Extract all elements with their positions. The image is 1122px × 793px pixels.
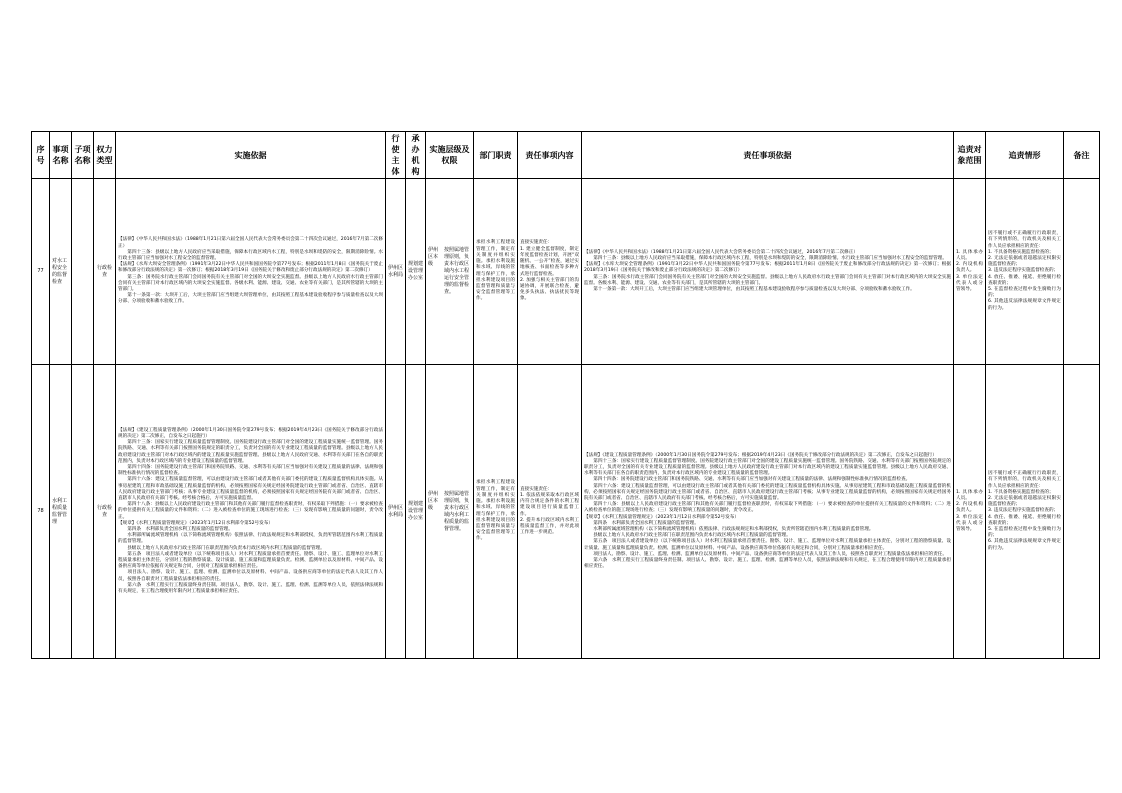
responsibility-table	[31, 131, 1100, 659]
col-header-basis: 实施依据	[116, 132, 386, 179]
cell-type: 行政检查	[94, 179, 116, 365]
level-text: 伊州区本级	[428, 490, 439, 511]
col-header-seq: 序号	[32, 132, 50, 179]
cell-seq: 77	[32, 179, 50, 365]
level-duty: 按照属地管理原则，负责本行政区域内水工程运行安全管理的监督检查。	[444, 247, 470, 295]
col-header-note: 备注	[1064, 132, 1100, 179]
cell-resp: 直接实施责任： 1. 建立健全监督制度，制定年度监督检查计划，开展“双随机、一公开”检查，通过实地核查、书面检查等多种方式进行监督检查。 2. 加强与相关主管部门的沟通协调，开展联合检查，避免多头执法、执法扰民等现象。	[518, 179, 582, 365]
col-header-name: 事项名称	[50, 132, 72, 179]
col-header-type: 权力类型	[94, 132, 116, 179]
cell-sub	[72, 365, 94, 659]
table-row	[32, 179, 1100, 365]
level-text: 伊州区本级	[428, 247, 439, 267]
cell-basis: 【法律】《中华人民共和国水法》（1988年1月21日第六届全国人民代表大会常务委员会第二十四次会议通过，2016年7月第二次修正） 第四十三条：县级以上地方人民政府应当采取措施，保障本行政区域内水工程，特别是水坝和堤防的安全，限期消除险情。水行政主管部门应当加强对水工程安全的监督管理。 【法规】《水库大坝安全管理条例》（1991年3月22日中华人民共和国国务院令第77号发布；根据2011年1月8日《国务院关于废止和修改部分行政法规的决定》第一次修订；根据2018年3月19日《国务院关于修改和废止部分行政法规的决定》第二次修订） 第三条：国务院水行政主管部门会同国务院有关主管部门对全国的大坝安全实施监督。县级以上地方人民政府水行政主管部门会同有关主管部门对本行政区域内的大坝安全实施监督。各级水利、能源、建设、交通、农业等有关部门，是其所管辖的大坝的主管部门。 第十一条第一款：大坝开工后，大坝主管部门应当组建大坝管理单位，由其按照工程基本建设验收程序参与质量检查以及大坝分部、分项验收和蓄水验收工作。	[116, 179, 386, 365]
col-header-resp: 责任事项内容	[518, 132, 582, 179]
document-sheet	[31, 131, 1099, 659]
cell-org: 规划建设管理办公室	[406, 365, 426, 659]
cell-sub	[72, 179, 94, 365]
cell-resp-basis: 【法规】《建设工程质量管理条例》（2000年1月30日国务院令第279号发布；根据2019年4月23日《国务院关于修改部分行政法规的决定》第二次修正，自发布之日起施行） 第四十三条：国家实行建设工程质量监督管理制度。国务院建设行政主管部门对全国的建设工程质量实施统一监督管理。国务院铁路、交通、水利等有关部门按照国务院规定的职责分工，负责对全国的有关专业建设工程质量的监督管理。县级以上地方人民政府建设行政主管部门对本行政区域内的建设工程质量实施监督管理。县级以上地方人民政府交通、水利等有关部门在各自的职责范围内，负责对本行政区域内的专业建设工程质量的监督管理。 第四十四条：国务院建设行政主管部门和国务院铁路、交通、水利等有关部门应当加强对有关建设工程质量的法律、法规和强制性标准执行情况的监督检查。 第四十六条：建设工程质量监督管理，可以由建设行政主管部门或者其他有关部门委托的建设工程质量监督机构具体实施。从事房屋建筑工程和市政基础设施工程质量监督的机构，必须按照国家有关规定经国务院建设行政主管部门或者省、自治区、直辖市人民政府建设行政主管部门考核；从事专业建设工程质量监督的机构，必须按照国家有关规定经国务院有关部门或者省、自治区、直辖市人民政府有关部门考核。经考核合格后，方可实施质量监督。 第四十八条：县级以上人民政府建设行政主管部门和其他有关部门履行监督检查职责时，有权采取下列措施：（一）要求被检查的单位提供有关工程质量的文件和资料；（二）进入被检查单位的施工现场进行检查；（三）发现有影响工程质量的问题时，责令改正。 【规章】《水利工程质量管理规定》（2023年1月12日水利部令第52号发布） 第四条 水利部负责全国水利工程质量的监督管理。 水利部所属流域管理机构（以下简称流域管理机构）依照法律、行政法规规定和水利部授权，负责所管辖范围内水利工程质量的监督管理。 县级以上地方人民政府水行政主管部门在职责范围内负责本行政区域内水利工程质量的监督管理。 第五条 项目法人或者建设单位（以下统称项目法人）对水利工程质量承担首要责任。勘察、设计、施工、监理单位对水利工程质量承担主体责任，分别对工程的勘察质量、设计质量、施工质量和监理质量负责。检测、监测单位以及原材料、中间产品、设备供应商等单位依据有关规定和合同，分别对工程质量承担相应责任。 项目法人、勘察、设计、施工、监理、检测、监测单位以及原材料、中间产品、设备供应商等单位的法定代表人及其工作人员，按照各自职责对工程质量依法承担相应的责任。 第六条 水利工程实行工程质量终身责任制。项目法人、勘察、设计、施工、监理、检测、监测等单位人员，依照法律法规和有关规定，在工程合理使用年限内对工程质量承担相应责任。	[582, 365, 954, 659]
col-header-subject: 行使主体	[386, 132, 406, 179]
cell-dept-duty: 承担水利工程建设管理工作，制定有关制度并组织实施。承担水利设施和水域、岸线的管理与保护工作，承担水利建设项目的监督管理和质量与安全监督管理等工作。	[474, 179, 518, 365]
cell-level	[426, 365, 474, 659]
col-header-sub: 子项名称	[72, 132, 94, 179]
col-header-resp-basis: 责任事项依据	[582, 132, 954, 179]
cell-note	[1064, 365, 1100, 659]
table-row	[32, 365, 1100, 659]
cell-seq: 78	[32, 365, 50, 659]
cell-type: 行政检查	[94, 365, 116, 659]
cell-basis: 【法规】《建设工程质量管理条例》（2000年1月30日国务院令第279号发布；根据2019年4月23日《国务院关于修改部分行政法规的决定》第二次修正，自发布之日起施行） 第四十三条：国家实行建设工程质量监督管理制度。国务院建设行政主管部门对全国的建设工程质量实施统一监督管理。国务院铁路、交通、水利等有关部门按照国务院规定的职责分工，负责对全国的有关专业建设工程质量的监督管理。县级以上地方人民政府建设行政主管部门对本行政区域内的建设工程质量实施监督管理。县级以上地方人民政府交通、水利等有关部门在各自的职责范围内，负责对本行政区域内的专业建设工程质量的监督管理。 第四十四条：国务院建设行政主管部门和国务院铁路、交通、水利等有关部门应当加强对有关建设工程质量的法律、法规和强制性标准执行情况的监督检查。 第四十六条：建设工程质量监督管理，可以由建设行政主管部门或者其他有关部门委托的建设工程质量监督机构具体实施。从事房屋建筑工程和市政基础设施工程质量监督的机构，必须按照国家有关规定经国务院建设行政主管部门或者省、自治区、直辖市人民政府建设行政主管部门考核；从事专业建设工程质量监督的机构，必须按照国家有关规定经国务院有关部门或者省、自治区、直辖市人民政府有关部门考核。经考核合格后，方可实施质量监督。 第四十八条：县级以上人民政府建设行政主管部门和其他有关部门履行监督检查职责时，有权采取下列措施：（一）要求被检查的单位提供有关工程质量的文件和资料；（二）进入被检查单位的施工现场进行检查；（三）发现有影响工程质量的问题时，责令改正。 【规章】《水利工程质量管理规定》（2023年1月12日水利部令第52号发布） 第四条 水利部负责全国水利工程质量的监督管理。 水利部所属流域管理机构（以下简称流域管理机构）依照法律、行政法规规定和水利部授权，负责所管辖范围内水利工程质量的监督管理。 县级以上地方人民政府水行政主管部门在职责范围内负责本行政区域内水利工程质量的监督管理。 第五条 项目法人或者建设单位（以下统称项目法人）对水利工程质量承担首要责任。勘察、设计、施工、监理单位对水利工程质量承担主体责任，分别对工程的勘察质量、设计质量、施工质量和监理质量负责。检测、监测单位以及原材料、中间产品、设备供应商等单位依据有关规定和合同，分别对工程质量承担相应责任。 项目法人、勘察、设计、施工、监理、检测、监测单位以及原材料、中间产品、设备供应商等单位的法定代表人及其工作人员，按照各自职责对工程质量依法承担相应的责任。 第六条 水利工程实行工程质量终身责任制。项目法人、勘察、设计、施工、监理、检测、监测等单位人员，依照法律法规和有关规定，在工程合理使用年限内对工程质量承担相应责任。	[116, 365, 386, 659]
cell-resp-basis: 【法律】《中华人民共和国水法》（1988年1月21日第六届全国人民代表大会常务委员会第二十四次会议通过，2016年7月第二次修正） 第四十三条：县级以上地方人民政府应当采取措施，保障本行政区域内水工程，特别是水坝和堤防的安全，限期消除险情。水行政主管部门应当加强对水工程安全的监督管理。 【法规】《水库大坝安全管理条例》（1991年3月22日中华人民共和国国务院令第77号发布；根据2011年1月8日《国务院关于废止和修改部分行政法规的决定》第一次修订；根据2018年3月19日《国务院关于修改和废止部分行政法规的决定》第二次修订） 第三条：国务院水行政主管部门会同国务院有关主管部门对全国的大坝安全实施监督。县级以上地方人民政府水行政主管部门会同有关主管部门对本行政区域内的大坝安全实施监督。各级水利、能源、建设、交通、农业等有关部门，是其所管辖的大坝的主管部门。 第十一条第一款：大坝开工后，大坝主管部门应当组建大坝管理单位，由其按照工程基本建设验收程序参与质量检查以及大坝分部、分项验收和蓄水验收工作。	[582, 179, 954, 365]
cell-target: 1. 具体承办人员。 2. 内设机构负责人。 3. 单位法定代表人或分管领导。	[954, 365, 986, 659]
cell-name: 对水工程安全的监督检查	[50, 179, 72, 365]
cell-target: 1. 具体承办人员。 2. 内设机构负责人。 3. 单位法定代表人或分管领导。	[954, 179, 986, 365]
cell-case: 因不履行或不正确履行行政职责，有下列情形的，行政机关及相关工作人员应承担相应的责任： 1. 不具备资格实施监督检查的； 2. 无法定依据或者超越法定权限实施监督检查的； 3. 违反法定程序实施监督检查的； 4. 放任、推诿、拖延、拒绝履行检查职责的； 5. 在监督检查过程中发生腐败行为的； 6. 其他违反法律法规规章文件规定的行为。	[986, 179, 1064, 365]
cell-subject: 伊州区水利局	[386, 365, 406, 659]
col-header-case: 追责情形	[986, 132, 1064, 179]
cell-case: 因不履行或不正确履行行政职责，有下列情形的，行政机关及相关工作人员应承担相应的责任： 1. 不具备资格实施监督检查的； 2. 无法定依据或者超越法定权限实施监督检查的； 3. 违反法定程序实施监督检查的； 4. 放任、推诿、拖延、拒绝履行检查职责的； 5. 在监督检查过程中发生腐败行为的； 6. 其他违反法律法规规章文件规定的行为。	[986, 365, 1064, 659]
col-header-level: 实施层级及权限	[426, 132, 474, 179]
cell-note	[1064, 179, 1100, 365]
level-duty: 按照属地管理原则，负责本行政区域内水利工程质量的监督管理。	[444, 490, 470, 532]
col-header-target: 追责对象范围	[954, 132, 986, 179]
header-row	[32, 132, 1100, 179]
cell-dept-duty: 承担水利工程建设管理工作，制定有关制度并组织实施。承担水利设施和水域、岸线的管理与保护工作，承担水利建设项目的监督管理和质量与安全监督管理等工作。	[474, 365, 518, 659]
cell-subject: 伊州区水利局	[386, 179, 406, 365]
col-header-org: 承办机构	[406, 132, 426, 179]
col-header-dept-duty: 部门职责	[474, 132, 518, 179]
cell-level	[426, 179, 474, 365]
cell-org: 规划建设管理办公室	[406, 179, 426, 365]
cell-name: 水利工程质量监督管理	[50, 365, 72, 659]
cell-resp: 直接实施责任： 1. 依法依规采取本行政区域内符合规定条件的水利工程建设项目进行质量监督工作。 2. 提升本行政区域内水利工程质量监督工作，并对此项工作进一步规范。	[518, 365, 582, 659]
